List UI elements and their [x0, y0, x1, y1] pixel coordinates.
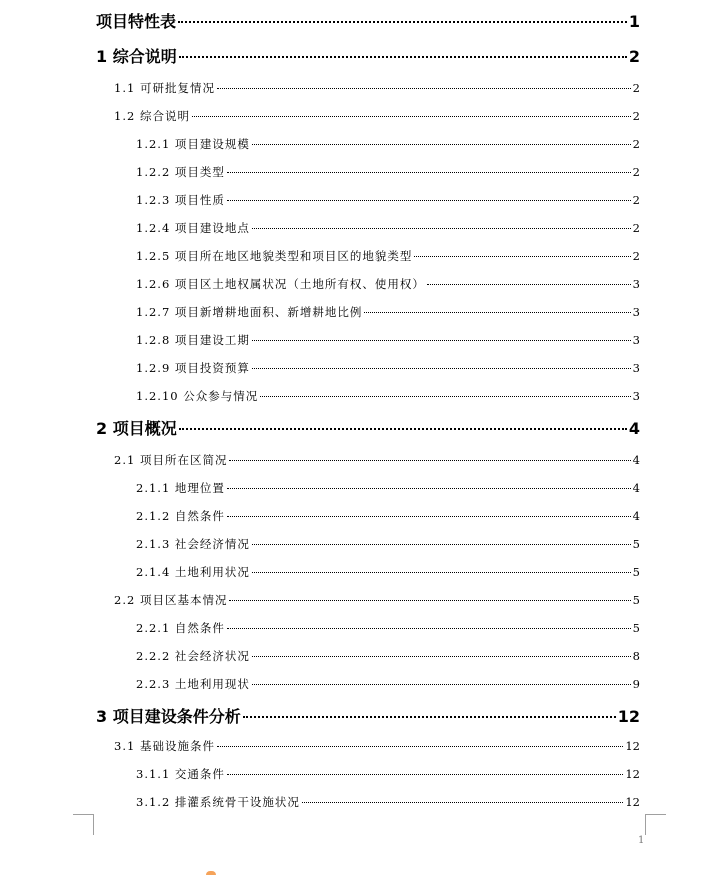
toc-entry-title: 3.1.2 排灌系统骨干设施状况 [136, 795, 300, 809]
toc-entry[interactable] [136, 564, 640, 580]
toc-entry-title: 1.2.9 项目投资预算 [136, 361, 250, 375]
toc-entry[interactable] [96, 704, 640, 727]
toc-dot-leader [227, 774, 623, 775]
toc-entry[interactable] [114, 80, 640, 96]
toc-entry-page: 2 [632, 249, 640, 263]
toc-entry-page: 4 [632, 481, 640, 495]
toc-dot-leader [260, 396, 630, 397]
orange-indicator [206, 871, 216, 875]
toc-entry-page: 4 [632, 509, 640, 523]
toc-entry[interactable] [136, 136, 640, 152]
toc-entry[interactable] [96, 44, 640, 67]
toc-entry-title: 3.1.1 交通条件 [136, 767, 225, 781]
toc-entry-page: 12 [617, 707, 640, 726]
toc-entry[interactable] [136, 508, 640, 524]
toc-entry-page: 2 [632, 81, 640, 95]
toc-entry-title: 项目特性表 [96, 12, 177, 31]
toc-dot-leader [217, 746, 623, 747]
toc-entry[interactable] [136, 766, 640, 782]
page-corner-mark-right [645, 814, 666, 835]
toc-entry-page: 2 [632, 193, 640, 207]
toc-entry[interactable] [136, 220, 640, 236]
toc-dot-leader [243, 716, 616, 718]
toc-entry-page: 8 [632, 649, 640, 663]
toc-entry-page: 5 [632, 593, 640, 607]
toc-dot-leader [192, 116, 631, 117]
toc-entry[interactable] [136, 164, 640, 180]
toc-entry-page: 2 [628, 47, 640, 66]
toc-entry[interactable] [136, 388, 640, 404]
toc-entry[interactable] [136, 332, 640, 348]
toc-dot-leader [252, 368, 631, 369]
toc-entry-page: 2 [632, 137, 640, 151]
toc-dot-leader [252, 572, 631, 573]
toc-entry[interactable] [136, 248, 640, 264]
page-corner-mark-left [73, 814, 94, 835]
toc-entry-page: 2 [632, 165, 640, 179]
toc-entry-title: 1.2.8 项目建设工期 [136, 333, 250, 347]
toc-entry[interactable] [136, 536, 640, 552]
toc-entry-page: 9 [632, 677, 640, 691]
toc-entry-title: 2.2.2 社会经济状况 [136, 649, 250, 663]
toc-entry[interactable] [136, 192, 640, 208]
toc-dot-leader [252, 684, 631, 685]
toc-entry-title: 2.1.2 自然条件 [136, 509, 225, 523]
toc-dot-leader [178, 21, 627, 23]
toc-entry-title: 2.2 项目区基本情况 [114, 593, 228, 607]
toc-dot-leader [252, 656, 631, 657]
toc-entry-title: 1.2 综合说明 [114, 109, 190, 123]
toc-entry-title: 2.2.3 土地利用现状 [136, 677, 250, 691]
toc-dot-leader [302, 802, 623, 803]
toc-dot-leader [229, 460, 630, 461]
toc-entry-title: 2.1.3 社会经济情况 [136, 537, 250, 551]
toc-entry-title: 1 综合说明 [96, 47, 177, 66]
toc-dot-leader [227, 488, 631, 489]
toc-entry[interactable] [136, 304, 640, 320]
toc-entry-page: 5 [632, 621, 640, 635]
toc-entry-title: 1.2.10 公众参与情况 [136, 389, 259, 403]
toc-entry[interactable] [136, 276, 640, 292]
toc-dot-leader [252, 544, 631, 545]
toc-dot-leader [252, 228, 631, 229]
toc-dot-leader [427, 284, 631, 285]
toc-entry-page: 2 [632, 109, 640, 123]
toc-dot-leader [227, 628, 631, 629]
toc-entry-title: 1.2.2 项目类型 [136, 165, 225, 179]
toc-dot-leader [227, 172, 631, 173]
toc-entry-title: 1.2.4 项目建设地点 [136, 221, 250, 235]
toc-entry[interactable] [114, 108, 640, 124]
toc-entry-page: 5 [632, 537, 640, 551]
toc-entry[interactable] [114, 592, 640, 608]
toc-dot-leader [217, 88, 631, 89]
toc-dot-leader [179, 56, 627, 58]
toc-dot-leader [227, 200, 631, 201]
toc-entry-title: 3.1 基础设施条件 [114, 739, 215, 753]
toc-entry-title: 3 项目建设条件分析 [96, 707, 241, 726]
toc-entry-title: 1.2.6 项目区土地权属状况（土地所有权、使用权） [136, 277, 425, 291]
toc-entry-page: 3 [632, 361, 640, 375]
toc-dot-leader [179, 428, 627, 430]
toc-dot-leader [227, 516, 631, 517]
toc-dot-leader [252, 340, 631, 341]
toc-entry-page: 5 [632, 565, 640, 579]
toc-dot-leader [364, 312, 630, 313]
toc-entry-title: 2.2.1 自然条件 [136, 621, 225, 635]
toc-entry-page: 3 [632, 305, 640, 319]
toc-entry-page: 12 [625, 739, 640, 753]
toc-entry[interactable] [96, 416, 640, 439]
toc-entry-page: 12 [625, 767, 640, 781]
toc-entry-page: 2 [632, 221, 640, 235]
toc-entry[interactable] [136, 480, 640, 496]
toc-entry-title: 2 项目概况 [96, 419, 177, 438]
toc-entry[interactable] [136, 794, 640, 810]
toc-entry-page: 12 [625, 795, 640, 809]
toc-entry[interactable] [136, 360, 640, 376]
toc-entry-page: 3 [632, 277, 640, 291]
toc-entry-title: 1.2.5 项目所在地区地貌类型和项目区的地貌类型 [136, 249, 413, 263]
toc-entry-title: 2.1 项目所在区简况 [114, 453, 228, 467]
toc-dot-leader [414, 256, 630, 257]
toc-entry[interactable] [136, 620, 640, 636]
toc-entry[interactable] [114, 738, 640, 754]
toc-entry[interactable] [136, 648, 640, 664]
toc-entry-title: 1.2.7 项目新增耕地面积、新增耕地比例 [136, 305, 363, 319]
toc-entry-page: 4 [632, 453, 640, 467]
toc-entry-page: 3 [632, 333, 640, 347]
toc-entry-page: 3 [632, 389, 640, 403]
toc-entry[interactable] [114, 452, 640, 468]
toc-entry-title: 1.2.3 项目性质 [136, 193, 225, 207]
toc-dot-leader [229, 600, 630, 601]
toc-entry-title: 2.1.1 地理位置 [136, 481, 225, 495]
toc-entry-page: 4 [628, 419, 640, 438]
toc-entry[interactable] [136, 676, 640, 692]
toc-entry-page: 1 [628, 12, 640, 31]
toc-entry-title: 1.1 可研批复情况 [114, 81, 215, 95]
toc-entry-title: 1.2.1 项目建设规模 [136, 137, 250, 151]
toc-entry[interactable] [96, 9, 640, 32]
toc-entry-title: 2.1.4 土地利用状况 [136, 565, 250, 579]
toc-dot-leader [252, 144, 631, 145]
page-number: 1 [638, 835, 645, 846]
